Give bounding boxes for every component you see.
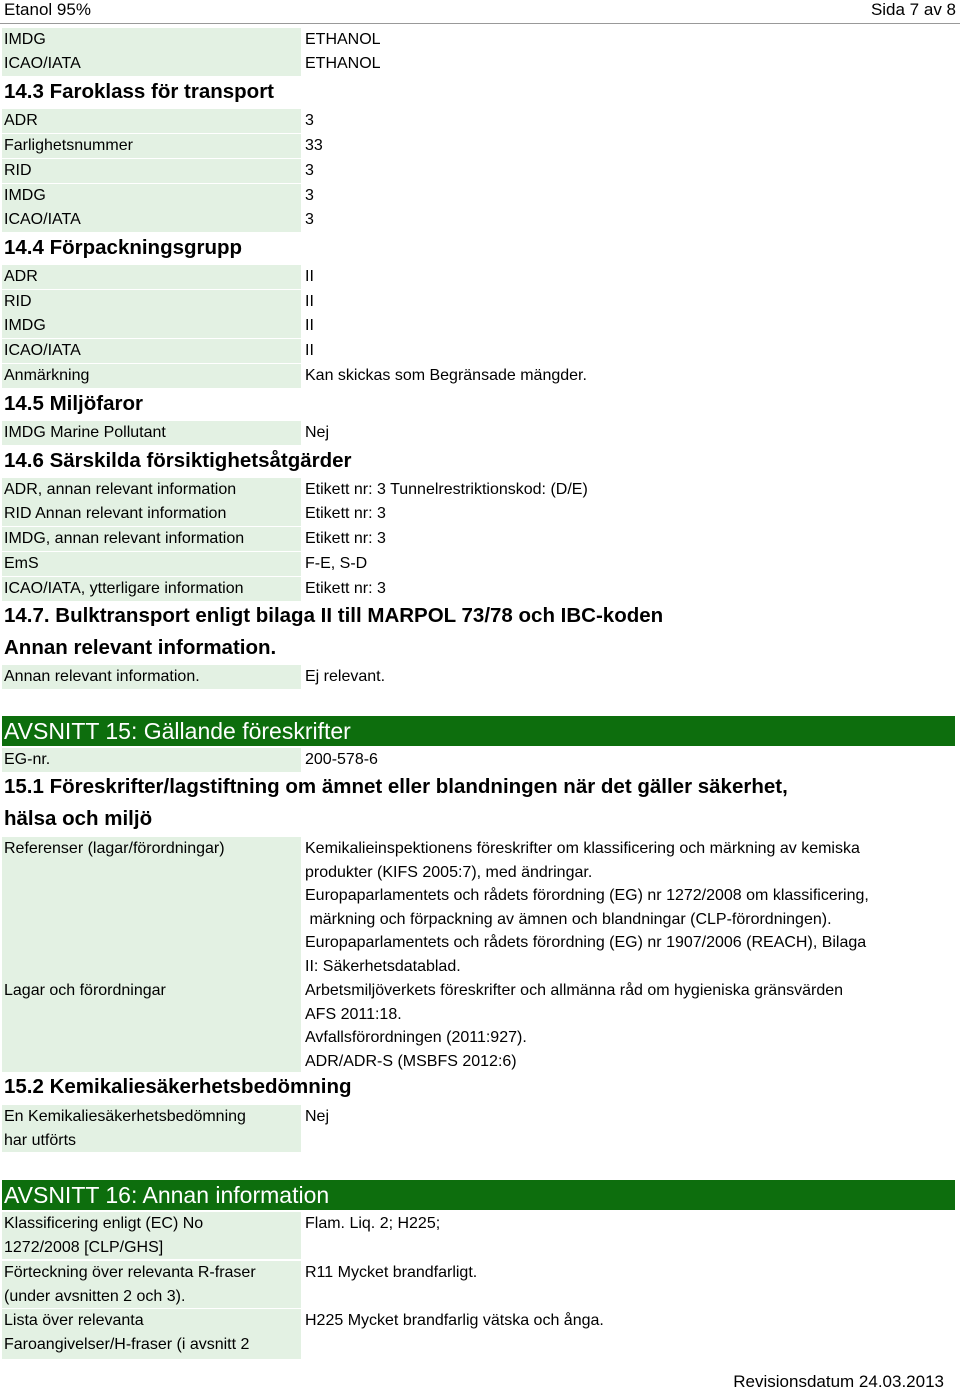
revision-date: Revisionsdatum 24.03.2013 [733,1372,944,1391]
row-value: F-E, S-D [305,555,368,572]
header-divider [0,23,960,24]
reference-line: märkning och förpackning av ämnen och blandningar (CLP-förordningen). [305,910,832,928]
section-16-header: AVSNITT 16: Annan information [2,1180,955,1210]
row-value: Etikett nr: 3 [305,505,386,522]
row-label: IMDG [2,314,301,338]
r-phrases-label-line: (under avsnitten 2 och 3). [4,1288,186,1305]
assessment-label-line: har utförts [4,1132,77,1149]
reference-line: II: Säkerhetsdatablad. [305,957,461,975]
row-label: IMDG [2,184,301,208]
eg-number-label: EG-nr. [2,748,301,772]
classification-label-line: Klassificering enligt (EC) No [4,1215,204,1232]
row-label: IMDG, annan relevant information [2,527,301,551]
assessment-label-line: En Kemikaliesäkerhetsbedömning [4,1108,246,1125]
law-line: ADR/ADR-S (MSBFS 2012:6) [305,1052,517,1070]
reference-line: Europaparlamentets och rådets förordning (EG) nr 1272/2008 om klassificering, [305,887,869,904]
section-15-1-title-cont: hälsa och miljö [4,807,153,830]
section-15-2-title: 15.2 Kemikaliesäkerhetsbedömning [4,1075,352,1098]
classification-label-line: 1272/2008 [CLP/GHS] [4,1239,164,1256]
row-value: Etikett nr: 3 [305,530,386,547]
classification-label [2,1212,301,1259]
h-phrases-value: H225 Mycket brandfarlig vätska och ånga. [305,1312,604,1329]
row-value: 3 [305,162,314,179]
law-line: Avfallsförordningen (2011:927). [305,1029,527,1046]
r-phrases-label [2,1261,301,1308]
laws-value [305,979,945,1073]
section-14-7-title: 14.7. Bulktransport enligt bilaga II till MARPOL 73/78 och IBC-koden [4,604,664,627]
row-label: EmS [2,552,301,576]
section-14-5-title: 14.5 Miljöfaror [4,392,143,415]
h-phrases-label-line: Lista över relevanta [4,1312,144,1329]
row-label: ADR [2,265,301,289]
row-label: ICAO/IATA [2,339,301,363]
section-14-4-title: 14.4 Förpackningsgrupp [4,236,243,259]
page-number: Sida 7 av 8 [870,0,956,19]
r-phrases-label-line: Förteckning över relevanta R-fraser [4,1264,256,1281]
section-14-3-title: 14.3 Faroklass för transport [4,80,275,103]
laws-label [2,979,301,1072]
classification-value: Flam. Liq. 2; H225; [305,1215,441,1232]
section-14-7-subtitle: Annan relevant information. [4,636,277,659]
row-value: ETHANOL [305,31,381,48]
references-value [305,837,945,978]
row-value: II [305,293,314,310]
reference-line: produkter (KIFS 2005:7), med ändringar. [305,863,593,881]
section-15-1-title: 15.1 Föreskrifter/lagstiftning om ämnet eller blandningen när det gäller säkerhet, [4,775,788,798]
row-label: ICAO/IATA [2,208,301,232]
row-value: 33 [305,137,323,154]
row-label: Farlighetsnummer [2,134,301,158]
references-label [2,837,301,979]
row-value: II [305,268,314,285]
row-value: Kan skickas som Begränsade mängder. [305,367,587,384]
row-label: ICAO/IATA, ytterligare information [2,577,301,601]
references-label-text: Referenser (lagar/förordningar) [4,840,225,857]
row-label: Annan relevant information. [2,665,301,689]
row-value: II [305,342,314,359]
row-value: II [305,317,314,334]
row-value: Etikett nr: 3 Tunnelrestriktionskod: (D/E) [305,481,588,498]
row-label: RID [2,290,301,314]
row-value: Ej relevant. [305,668,386,685]
law-line: AFS 2011:18. [305,1005,402,1023]
document-title: Etanol 95% [4,0,91,19]
assessment-value: Nej [305,1108,330,1125]
row-label: ADR, annan relevant information [2,478,301,502]
row-label: RID [2,159,301,183]
eg-number-value: 200-578-6 [305,751,378,768]
row-label: IMDG Marine Pollutant [2,421,301,445]
row-value: 3 [305,112,314,129]
h-phrases-label-line: Faroangivelser/H-fraser (i avsnitt 2 [4,1336,250,1353]
row-label: IMDG [2,28,301,52]
row-label: ICAO/IATA [2,52,301,76]
h-phrases-label [2,1309,301,1359]
row-value: 3 [305,187,314,204]
row-value: 3 [305,211,314,228]
law-line: Arbetsmiljöverkets föreskrifter och allmänna råd om hygieniska gränsvärden [305,982,844,999]
laws-label-text: Lagar och förordningar [4,982,166,999]
row-label: Anmärkning [2,364,301,388]
section-15-header: AVSNITT 15: Gällande föreskrifter [2,716,955,746]
row-label: ADR [2,109,301,133]
section-14-6-title: 14.6 Särskilda försiktighetsåtgärder [4,449,352,472]
row-label: RID Annan relevant information [2,502,301,526]
reference-line: Kemikalieinspektionens föreskrifter om klassificering och märkning av kemiska [305,840,860,857]
r-phrases-value: R11 Mycket brandfarligt. [305,1264,478,1281]
row-value: Etikett nr: 3 [305,580,386,597]
assessment-label [2,1105,301,1152]
row-value: ETHANOL [305,55,381,72]
reference-line: Europaparlamentets och rådets förordning (EG) nr 1907/2006 (REACH), Bilaga [305,934,867,951]
row-value: Nej [305,424,330,441]
